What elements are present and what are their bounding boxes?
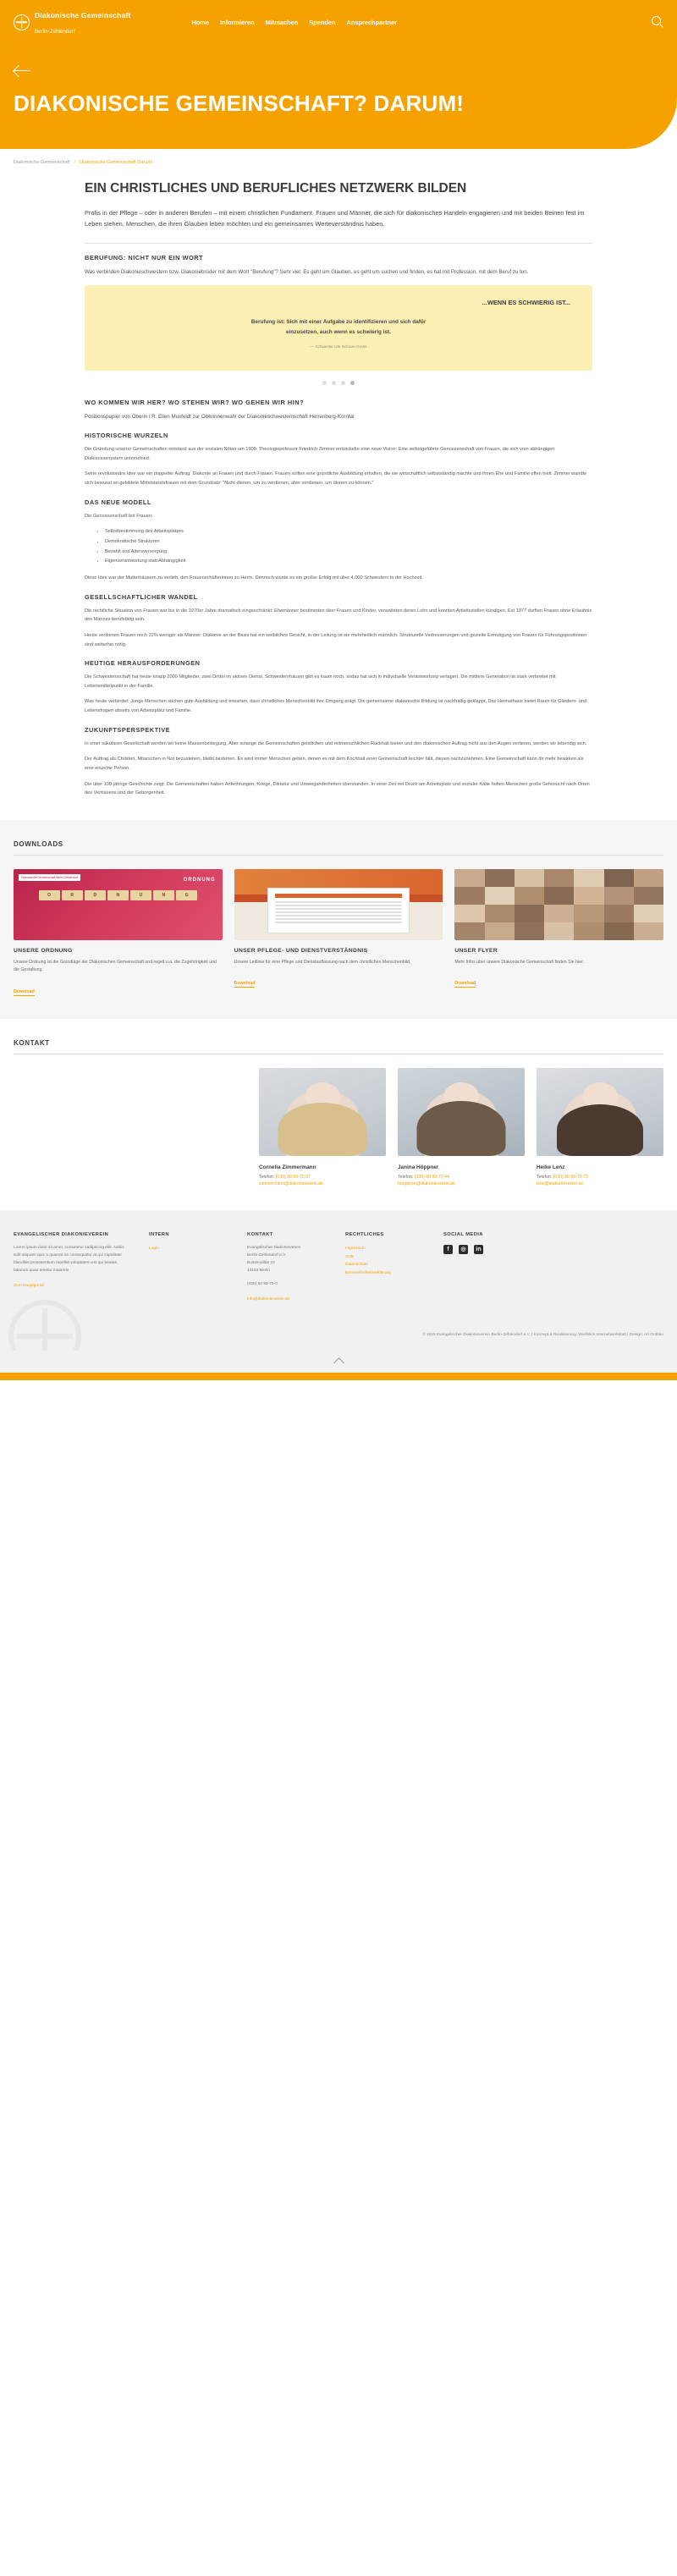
footer-link-datenschutz[interactable]: Datenschutz <box>345 1263 368 1268</box>
download-title: UNSER PFLEGE- UND DIENSTVERSTÄNDNIS <box>234 947 368 954</box>
doc-line <box>275 918 402 920</box>
footer-link-hauptportal[interactable]: Zum Hauptportal <box>14 1283 44 1288</box>
footer-address-line: Berlin-Zehlendorf e.V. <box>247 1253 287 1258</box>
footer-link-barrierefreiheit[interactable]: Barrierefreiheitserklärung <box>345 1271 391 1276</box>
page-title: DIAKONISCHE GEMEINSCHAFT? DARUM! <box>14 90 465 116</box>
section-heading-das-neue-modell: DAS NEUE MODELL <box>85 498 151 506</box>
nav-item-home[interactable]: Home <box>191 18 209 26</box>
nav-item-mitmachen[interactable]: Mitmachen <box>265 18 299 26</box>
contact-card-heike-lenz <box>537 1068 663 1189</box>
copyright: © 2025 Evangelischer Diakonieverein Berlin-Zehlendorf e.V. | Konzept & Realisierung: Wortblick Internetwerkstatt | Design: Ari Gröbke <box>422 1332 663 1337</box>
article-title: EIN CHRISTLICHES UND BERUFLICHES NETZWERK BILDEN <box>85 180 467 195</box>
article-body <box>0 165 677 798</box>
footer-heading: EVANGELISCHER DIAKONIEVEREIN <box>14 1232 109 1238</box>
paragraph: Die über 100-jährige Geschichte zeigt: Die Gemeinschaften haben Anfechtungen, Kriege, Diktatur und Umweganderheiten überstanden. In einer Zeit mit Druck am Arbeitsplatz und sozialer Kälte holten Menschen große Sehnsucht nach Orten des Vertrauens und der Geborgenheit. <box>85 781 590 796</box>
contact-card-cornelia-zimmermann <box>259 1068 386 1189</box>
download-title: UNSER FLYER <box>454 947 498 954</box>
download-link[interactable]: Download <box>14 988 35 994</box>
contact-name: Janina Höppner <box>398 1164 439 1170</box>
download-description: Unsere Leitlinie für eine Pflege und Dienstauffassung nach dem christlichen Menschenbild. <box>234 959 411 965</box>
footer-address-line: Busseoallde 24 <box>247 1260 275 1265</box>
footer-text: Lorem ipsum dolor sit amet, consetetur sadipscing elitr. Nobis solit aliquam quis a quaerat ne consequatur at qui cupiditate blanditiis prosesentium repellat voluptatem est qui beatae, laborum quae tenetur maiores! <box>14 1246 124 1273</box>
nav-item-spenden[interactable]: Spenden <box>309 18 336 26</box>
divider <box>14 855 663 856</box>
paragraph: Die Gründung unserer Gemeinschaften entstand aus der sozialen Nöten um 1900. Theologiepofessor Friedrich Zimmer entwickelte eine neue Vision: Eine selbstgeführte Genossenschaft von Frauen, die sich vom abhängigen Diakonissenystem unterschied. <box>85 447 555 461</box>
footer-email[interactable]: info@diakonieverein.de <box>247 1296 290 1302</box>
section-subtitle-position: Positionspapier von Oberin i.R. Ellen Muxfeldt zur Oberinnenwahl der Diakonieschwesternschaft Herrenberg-Korntal <box>85 413 355 420</box>
avatar <box>398 1068 525 1156</box>
avatar <box>259 1068 386 1156</box>
logo-line-1: Diakonische Gemeinschaft <box>35 11 131 19</box>
download-title: UNSERE ORDNUNG <box>14 947 73 954</box>
footer-heading: INTERN <box>149 1232 169 1238</box>
breadcrumb-separator: / <box>74 159 76 165</box>
doc-line <box>275 901 402 903</box>
paragraph: Diese Idee war der Mutterhäusern zu verlieh, den Frauenschäfterinnen zu Herrn. Dennoch wurde es ein großer Erfolg mit über 4.000 Schwestern in der Hochzeit. <box>85 575 423 581</box>
section-heading-zukunftsperspektive: ZUKUNFTSPERSPEKTIVE <box>85 725 171 734</box>
letter-block: N <box>107 890 129 900</box>
footer-column-intern <box>149 1232 230 1303</box>
breadcrumb-current: Diakonische Gemeinschaft Darum! <box>80 159 153 165</box>
download-link[interactable]: Download <box>234 981 256 987</box>
search-icon[interactable] <box>652 16 663 28</box>
top-navigation-bar <box>0 0 677 43</box>
back-arrow-icon[interactable] <box>14 62 32 80</box>
list-item: • Demokratische Strukturen <box>105 537 592 548</box>
download-description: Unsere Ordnung ist die Grundlage der Diakonischen Gemeinschaft und regelt u.a. die Zugehörigkeit und die Gestaltung. <box>14 959 217 973</box>
doc-line <box>275 911 402 913</box>
cross-circle-logo-icon <box>14 14 30 30</box>
list-item: • Bezahlt und Altersversorgung <box>105 548 592 558</box>
quote-text: Berufung ist: Sich mit einer Aufgabe zu identifizieren und sich dafür einzusetzen, auch wenn es schwierig ist. <box>250 319 427 336</box>
nav-item-informieren[interactable]: Informieren <box>220 18 255 26</box>
doc-line <box>275 905 402 906</box>
kontakt-section <box>0 1019 677 1211</box>
contact-phone-label: Telefon: <box>259 1174 275 1180</box>
section-heading-berufung: BERUFUNG: NICHT NUR EIN WORT <box>85 254 204 262</box>
doc-header-bar <box>275 894 402 898</box>
download-card-ordnung <box>14 869 223 997</box>
article-lead: Profis in der Pflege – oder in anderen Berufen – mit einem christlichen Fundament. Frauen und Männer, die sich für diakonisches Handeln engagieren und mit beiden Beinen fest im Leben stehen. Menschen, die ihren Glauben leben möchten und ein gemeinsames Werteverständnis haben. <box>85 209 585 228</box>
carousel-dot-2[interactable] <box>332 381 336 385</box>
footer-address-line: Evangelischer Diakonieverein <box>247 1246 301 1251</box>
paragraph: Was heute verbindet: Junge Menschen suchen gute Ausbildung und erwarten, dass christliches Menschenbild ihre Umgang prägt. Die gemeinsame diakonische Bildung ist nachhaltig geklappt. Das Heimathaus bietet Raum für Gliedern- und Lebensfragen abseits von Arbeitsplatz und Familie. <box>85 699 587 714</box>
instagram-icon[interactable]: ◎ <box>459 1245 468 1254</box>
letter-block: O <box>39 890 60 900</box>
footer-heading: SOCIAL MEDIA <box>443 1232 483 1238</box>
contact-phone-value[interactable]: (030) 80 99-70 73 <box>553 1174 588 1180</box>
doc-line <box>275 915 402 916</box>
kontakt-title: KONTAKT <box>14 1038 50 1047</box>
portrait-hair <box>417 1101 506 1155</box>
footer-column-about <box>14 1232 132 1303</box>
carousel-dot-4[interactable] <box>350 381 355 385</box>
list-item: • Selbstbestimmung des Arbeitsplatzes <box>105 527 592 537</box>
avatar <box>537 1068 663 1156</box>
contact-phone-value[interactable]: (030) 80 99-70 44 <box>414 1174 449 1180</box>
footer-heading: RECHTLICHES <box>345 1232 384 1238</box>
download-card-flyer <box>454 869 663 997</box>
list-item: • Eigenverantwortung statt Abhängigkeit <box>105 557 592 567</box>
section-heading-heutige-herausforderungen: HEUTIGE HERAUSFORDERUNGEN <box>85 659 201 668</box>
section-heading-gesellschaftlicher-wandel: GESELLSCHAFTLICHER WANDEL <box>85 592 198 601</box>
carousel-dot-1[interactable] <box>322 381 327 385</box>
contact-phone <box>398 1174 525 1181</box>
cross-circle-watermark-icon <box>8 1300 81 1351</box>
quote-heading: ...WENN ES SCHWIERIG IST... <box>482 299 570 307</box>
thumbnail-document <box>267 888 410 933</box>
contact-phone-label: Telefon: <box>398 1174 414 1180</box>
thumbnail-caption: ORDNUNG <box>183 877 216 883</box>
paragraph: Die Schwesternschaft hat heute knapp 2000 Mitglieder, zwei Drittel im aktiven Dienst. Schwesternhäuser gibt es kaum noch, sodas hat sich in individuelle Verantwortung verlagert. Die mittlere Generation ist stark verbreitet mit Lebensmittelpunkt in der Familie. <box>85 674 556 689</box>
doc-line <box>275 908 402 910</box>
portrait-hair <box>278 1103 367 1155</box>
footer-column-kontakt <box>247 1232 328 1303</box>
footer-column-rechtliches <box>345 1232 427 1303</box>
footer-phone[interactable]: (030) 80 99-70-0 <box>247 1281 278 1286</box>
doc-line <box>275 922 402 923</box>
footer-column-social <box>443 1232 525 1303</box>
linkedin-icon[interactable]: in <box>474 1245 483 1254</box>
section-heading-historische-wurzeln: HISTORISCHE WURZELN <box>85 432 168 440</box>
people-collage <box>454 869 663 940</box>
divider <box>85 243 592 244</box>
paragraph: In einer säkularen Gesellschaft werden wir keine Massenbewegung. Aber solange die Gemeinschaften geistlichen und mitmenschlichen Rückhalt bieten und den diakonischen Auftrag nicht aus den Augen verlieren, werden wir lebendig sein. <box>85 740 587 746</box>
site-logo[interactable] <box>14 7 130 38</box>
footer-link-impressum[interactable]: Impressum <box>345 1247 366 1252</box>
site-header <box>0 0 677 149</box>
quote-card <box>85 285 592 370</box>
quote-source: — Schwester Ute Schram-Grass <box>310 344 367 349</box>
paragraph: Die Genossenschaft bot Frauen: <box>85 513 153 519</box>
scroll-to-top-button[interactable] <box>0 1351 677 1373</box>
contact-phone-value[interactable]: (030) 80 99-70 37 <box>275 1174 311 1180</box>
chevron-up-icon <box>333 1357 344 1368</box>
download-link[interactable]: Download <box>454 981 476 987</box>
breadcrumb-home[interactable]: Diakonische Gemeinschaft <box>14 159 70 165</box>
main-nav <box>191 19 397 26</box>
downloads-section <box>0 820 677 1019</box>
letter-block: U <box>130 890 151 900</box>
section-heading-position: WO KOMMEN WIR HER? WO STEHEN WIR? WO GEHEN WIR HIN? <box>85 398 305 406</box>
contact-phone-label: Telefon: <box>537 1174 553 1180</box>
letter-block: G <box>176 890 197 900</box>
section-text-berufung: Was verbinden Diakonieschwestern bzw. Diakoniebrüder mit dem Wort "Berufung"? Sehr viel: Es geht um Glauben, es geht um suchen und finden, es hat mit Profession, mit dem Beruf zu tun. <box>85 269 529 276</box>
dienstverstaendnis-thumbnail[interactable] <box>234 869 443 940</box>
contact-card-janina-hoeppner <box>398 1068 525 1189</box>
paragraph: Heute verdienen Frauen noch 22% weniger als Männer. Diakonie an der Basis hat ein weibliches Gesicht, in der Leitung ist sie mehrheitlich männlich. Strukturelle Verbesserungen und gezielte Ermutigung von Frauen für Führungspositionen sind weiterhin nötig. <box>85 632 587 647</box>
footer-address-line: 14163 Berlin <box>247 1268 270 1273</box>
letter-blocks <box>39 890 197 900</box>
footer-link-login[interactable]: Login <box>149 1247 159 1252</box>
bottom-accent-bar <box>0 1373 677 1380</box>
footer-heading: KONTAKT <box>247 1232 273 1238</box>
carousel-dots <box>85 381 592 385</box>
model-list <box>105 527 592 567</box>
breadcrumb <box>0 149 677 165</box>
facebook-icon[interactable]: f <box>443 1245 453 1254</box>
contact-email[interactable]: lenz@diakonieverein.de <box>537 1181 584 1187</box>
paragraph: Der Auftrag als Christen, Mitarschen in Not bezustehen, bleibt bestehen. Es wird immer Menschen geben, denen es mit dem Kochhalt einer Gemeinschaft leichter fällt, diesen nachzunehmen. Eine Gemeinschaft kann dir mehr bewirken als eine einzelne Person. <box>85 757 584 771</box>
portrait-hair <box>557 1104 643 1155</box>
ordnung-thumbnail[interactable] <box>14 869 223 940</box>
letter-block: N <box>153 890 174 900</box>
footer-link-agb[interactable]: AGB <box>345 1254 355 1259</box>
nav-item-ansprechpartner[interactable]: Ansprechpartner <box>346 18 398 26</box>
logo-line-2: Berlin-Zehlendorf <box>35 29 75 36</box>
paragraph: Die rechtliche Situation von Frauen war bis in die 1970er Jahre dramatisch eingeschränkt: Ehemänner bestimmten über Frauen und Kinder, verwalteten deren Lohn und konnten Arbeitsstellen kündigen. Est 1977 durften Frauen ohne Erlaubnis des Mannes berufstätig sein. <box>85 608 592 623</box>
thumbnail-logo: Diakonische Gemeinschaft Berlin-Zehlendorf <box>19 874 80 881</box>
contact-email[interactable]: hoeppner@diakonieverein.de <box>398 1181 455 1187</box>
contact-name: Heike Lenz <box>537 1164 565 1170</box>
contact-phone <box>259 1174 386 1181</box>
letter-block: R <box>62 890 83 900</box>
download-description: Mehr Infos über unsere Diakonische Gemeinschaft finden Sie hier. <box>454 959 584 965</box>
paragraph: Seine revolutionäre Idee war ein doppelter Auftrag: Diakonie an Frauen und durch Frauen. Frauen sollten eine gründliche Ausbildung erhalten, die sie wirtschaftlich selbstständig machte und ihnen Ehe und Familie offen hielt. Zimmer wandte sich bewusst an gebildete Mittelstandsfrauen mit dem Grundsatz: "Nicht dienen, um zu verdienen, aber verdienen, um dienen zu können." <box>85 471 587 486</box>
letter-block: D <box>85 890 106 900</box>
flyer-thumbnail[interactable] <box>454 869 663 940</box>
contact-email[interactable]: zimmermann@diakonieverein.de <box>259 1181 323 1187</box>
downloads-title: DOWNLOADS <box>14 839 63 848</box>
contact-phone <box>537 1174 663 1181</box>
download-card-dienstverstaendnis <box>234 869 443 997</box>
contact-name: Cornelia Zimmermann <box>259 1164 316 1170</box>
carousel-dot-3[interactable] <box>341 381 345 385</box>
site-footer <box>0 1210 677 1350</box>
